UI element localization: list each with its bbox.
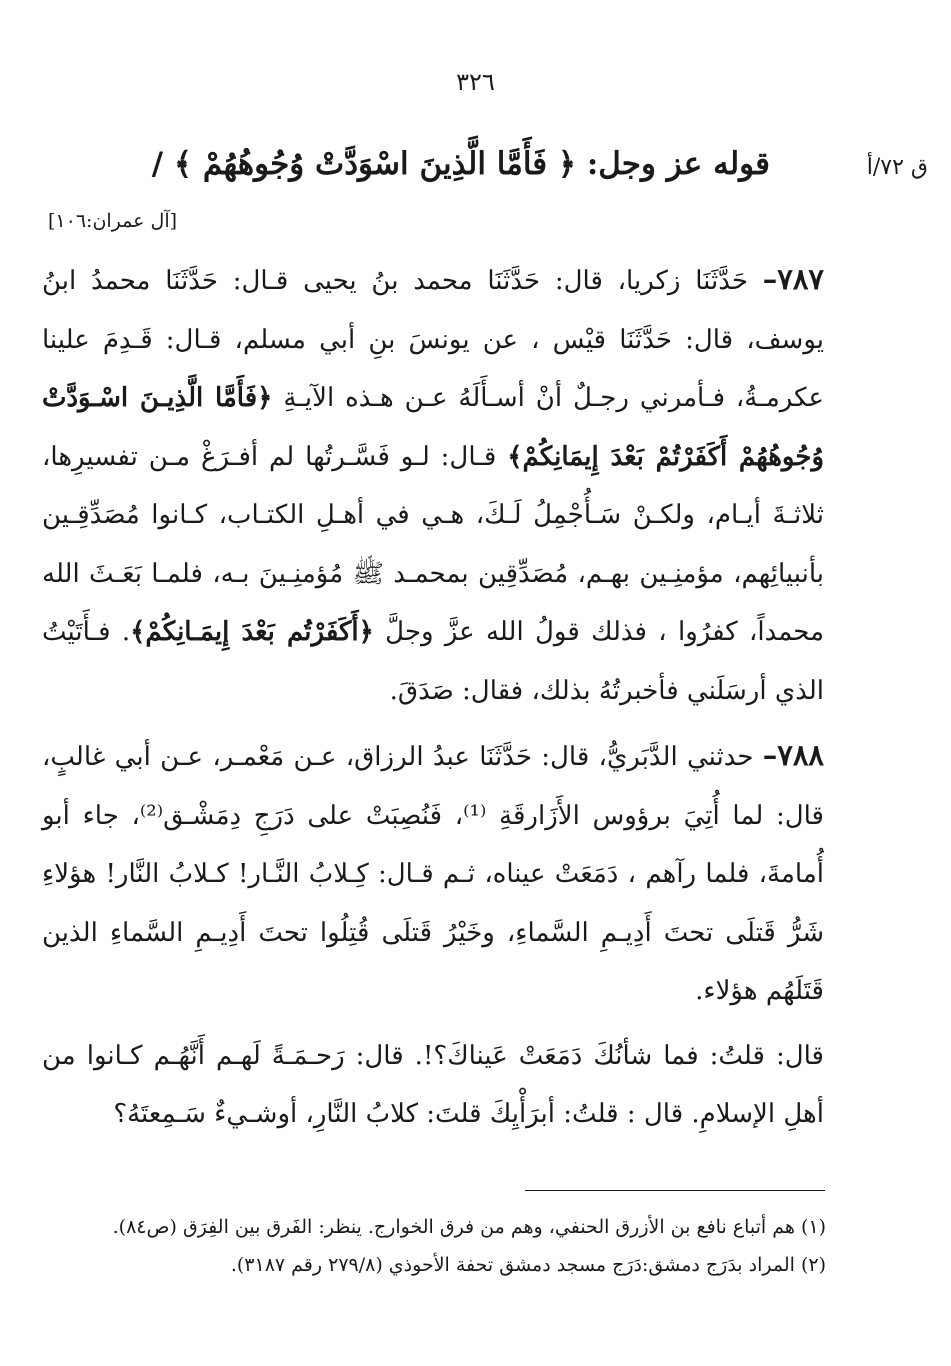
- hadith-text: حدثني الدَّبَريُّ، قال: حَدَّثَنَا عبدُ الرزاق، عـن مَعْمـر، عـن أبي غالبٍ، قال: لما أُتِيَ برؤوس الأَزَارقَةِ ⁽¹⁾، فَنُصِبَتْ على دَرَجِ دِمَشْـق⁽²⁾، جاء أبو أُمامةَ، فلما رآهم ، دَمَعَتْ عيناه، ثـم قـال: كِـلابُ النَّـار! كـلابُ النَّار! هؤلاءِ شَرُّ قَتلَى تحتَ أَدِيـمِ السَّماءِ، وخَيْرُ قَتلَى قُتِلُوا تحتَ أَدِيـمِ السَّماءِ الذين قَتَلَهُم هؤلاء.: [42, 742, 824, 1006]
- hadith-paragraph: [42, 1027, 824, 1144]
- body-text: [42, 250, 824, 1144]
- page-number: ٣٢٦: [456, 68, 495, 96]
- hadith-text: . فـأَتَيْتُ الذي أرسَلَني فأخبرتُهُ بذلك، فقال: صَدَقَ.: [42, 617, 824, 706]
- quran-verse: ﴿أَكَفَرْتُم بَعْدَ إِيمَـانِكُمْ﴾: [130, 617, 374, 647]
- surah-reference: [آل عمران:١٠٦]: [48, 210, 178, 232]
- heading-prefix: قوله عز وجل:: [576, 146, 770, 182]
- hadith-text: حَدَّثَنَا زكريا، قال: حَدَّثَنَا محمد بنُ يحيى قـال: حَدَّثَنَا محمدُ ابنُ يوسف، قال: حَدَّثَنَا قيْس ، عن يونسَ بنِ أبي مسلم، قـال: قَـدِمَ علينا عكرمـةُ، فـأمرني رجـلٌ أنْ أسـأَلَهُ عـن هـذه الآيـةِ: [42, 266, 825, 413]
- manuscript-folio-ref: ق ٧٢/أ: [866, 155, 928, 180]
- hadith-number: ٧٨٨–: [762, 738, 824, 772]
- hadith-paragraph: [42, 726, 824, 1021]
- quran-verse: ﴿فَأَمَّا الَّذِيـنَ اسْـوَدَّتْ وُجُوهُهُمْ أَكَفَرْتُمْ بَعْدَ إِيمَانِكُمْ﴾: [42, 383, 824, 472]
- footnotes: [40, 1208, 826, 1284]
- footnote-1: (١) هم أتباع نافع بن الأزرق الحنفي، وهم من فرق الخوارج. ينظر: الفَرق بين الفِرَق (ص٨٤).: [112, 1216, 826, 1238]
- footnote-2: (٢) المراد بدَرَج دمشق:دَرَج مسجد دمشق تحفة الأحوذي (٢٧٩/٨ رقم ٣١٨٧).: [230, 1254, 826, 1276]
- hadith-paragraph: [42, 250, 824, 720]
- chapter-heading: [120, 146, 770, 182]
- heading-suffix: /: [151, 146, 174, 182]
- hadith-text: قال: قلتُ: فما شأنُكَ دَمَعَتْ عَيناكَ؟!. قال: رَحـمَـةً لَهـم أَنَّهُـم كـانوا من أهلِ الإسلامِ. قال : قلتُ: أبرَأْيِكَ قلتَ: كلابُ النَّارِ، أوشـيءٌ سَـمِعتَهُ؟: [42, 1040, 824, 1129]
- hadith-text: قـال: لـو فَسَّـرتُها لم أفـرَغْ مـن تفسيرِها، ثلاثـةَ أيـام، ولكـنْ سَـأُجْمِلُ لَـكَ، هـي في أهـلِ الكتـاب، كـانوا مُصَدِّقِـين بأنبيائِهم، مؤمنِـين بهـم، مُصَدِّقِين بمحمـد ﷺ مُؤمنِـينَ بـه، فلمـا بَعَـثَ الله محمداً، كفرُوا ، فذلك قولُ الله عزَّ وجلَّ: [42, 441, 825, 647]
- hadith-number: ٧٨٧–: [762, 262, 824, 296]
- heading-verse: ﴿ فَأَمَّا الَّذِينَ اسْوَدَّتْ وُجُوهُهُمْ ﴾: [173, 146, 577, 182]
- footnote-separator: [525, 1190, 825, 1191]
